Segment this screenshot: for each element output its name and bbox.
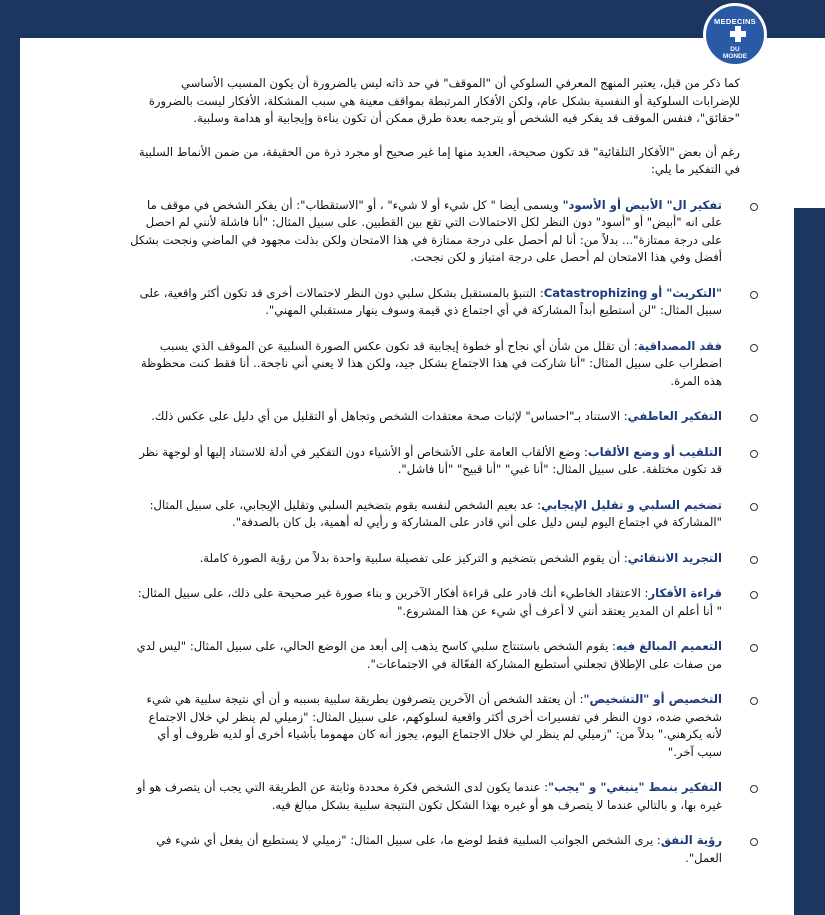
list-item — [130, 550, 740, 568]
list-item — [130, 585, 740, 620]
item-term: التلقيب أو وضع الألقاب — [587, 444, 722, 459]
item-text: : عندما يكون لدى الشخص فكرة محددة وثابتة عن الطريقة التي يجب أن يتصرف هو أو غيره بها، و بالتالي عندما لا يتصرف هو أو غيره بهذا الشكل تكون النتيجة سلبية بشكل مبالغ فيه. — [136, 780, 722, 812]
logo-text-line2: DU — [730, 46, 740, 53]
item-term: "التكريث" أو — [651, 285, 722, 300]
bullet-icon — [750, 591, 758, 599]
list-item — [130, 638, 740, 673]
right-side-band — [794, 208, 825, 915]
item-term: تضخيم السلبي و تقليل الإيجابي — [541, 497, 722, 512]
item-text: : أن تقلل من شأن أي نجاح أو خطوة إيجابية قد تكون عكس الصورة السلبية عن الموقف الذي يسبب اضطراب على سبيل المثال: "أنا شاركت في هذا الاجتماع بشكل جيد، ولكن هذا لا يعني أني ناجحة.. أنا فقط كنت محظوظة هذه المرة. — [140, 338, 722, 388]
item-text: : أن يقوم الشخص بتضخيم و التركيز على تفصيلة سلبية واحدة بدلاً من رؤية الصورة كاملة. — [199, 550, 628, 565]
list-item — [130, 197, 740, 267]
item-text: : الاعتقاد الخاطيء أنك قادر على قراءة أفكار الآخرين و بناء صورة غير صحيحة على ذلك، على سبيل المثال: " أنا أعلم ان المدير يعتقد أنني لا أعرف أي شيء عن هذا المشروع." — [137, 586, 722, 618]
item-term: التخصيص أو "التشخيص" — [583, 692, 722, 706]
list-item — [130, 408, 740, 426]
medecins-du-monde-logo — [703, 3, 767, 67]
top-band — [0, 0, 825, 38]
item-text: : أن يعتقد الشخص أن الآخرين يتصرفون بطريقة سلبية بسببه و أن أي نتيجة سلبية هي شيء شخصي ضده، دون النظر في تفسيرات أخرى أكثر واقعية لسلوكهم، على سبيل المثال: "زميلي لم ينظر لي خلال الاجتماع لأنه يكرهني." بدلاً من: "زميلي لم ينظر لي خلال الاجتماع اليوم، يجوز أنه كان مهموما بأشياء أخرى أو لديه ظروف أو أي سبب آخر." — [146, 692, 722, 759]
left-side-band — [0, 208, 20, 915]
list-item — [130, 338, 740, 391]
item-term: التجريد الانتقائي — [627, 550, 722, 565]
item-text: : يقوم الشخص باستنتاج سلبي كاسح يذهب إلى أبعد من الوضع الحالي، على سبيل المثال: "ليس لدي من صفات على الإطلاق تجعلني أستطيع المشاركة الفعّالة في الاجتماعات". — [136, 639, 722, 671]
item-text: : التنبؤ بالمستقبل بشكل سلبي دون النظر لاحتمالات أخرى قد تكون أكثر واقعية، على سبيل المثال: "لن أستطيع أبداً المشاركة في أي اجتماع ذي قيمة وسوف ينهار مستقبلي المهني". — [139, 285, 722, 317]
item-text: : يرى الشخص الجوانب السلبية فقط لوضع ما، على سبيل المثال: "زميلي لا يستطيع أن يفعل أي شيء في العمل". — [156, 833, 722, 865]
item-text: : وضع الألقاب العامة على الأشخاص أو الأشياء دون التفكير في أدلة للاستناد إليها أو لوجهة نظر قد تكون مختلفة. على سبيل المثال: "أنا غبي" "أنا قبيح" "أنا فاشل". — [139, 444, 722, 476]
cognitive-distortions-list — [130, 197, 740, 868]
item-term: تفكير ال" الأبيض أو الأسود" — [562, 197, 722, 212]
item-term: رؤية النفق — [660, 833, 722, 847]
bullet-icon — [750, 697, 758, 705]
list-item — [130, 691, 740, 761]
document-body — [130, 75, 740, 885]
bullet-icon — [750, 644, 758, 652]
intro-paragraph-1: كما ذكر من قبل، يعتبر المنهج المعرفي السلوكي أن "الموقف" في حد ذاته ليس بالضرورة أن يكون المسبب الأساسي للإضرابات السلوكية أو النفسية بشكل عام، ولكن الأفكار المرتبطة بمواقف معينة هي سبب المشكلة، الأفكار ليست بالضرورة "حقائق"، فنفس الموقف قد يفكر فيه الشخص أو يترجمه بعدة طرق ممكن أن تكون بناءة وإيجابية أو هدامة وسلبية. — [148, 76, 740, 125]
bullet-icon — [750, 450, 758, 458]
item-term: التعميم المبالغ فيه — [615, 639, 722, 653]
item-term: التفكير بنمط "ينبغي" و "يجب" — [548, 780, 722, 794]
bullet-icon — [750, 838, 758, 846]
bullet-icon — [750, 344, 758, 352]
item-text: : الاستناد بـ"احساس" لإثبات صحة معتقدات الشخص وتجاهل أو التقليل من أي دليل على عكس ذلك. — [151, 409, 628, 423]
item-term-latin: Catastrophizing — [543, 285, 648, 300]
logo-text-line3: MONDE — [722, 53, 748, 60]
item-text: ويسمى أيضا " كل شيء أو لا شيء" ، أو "الاستقطاب": أن يفكر الشخص في موقف ما على انه "أبيض" أو "أسود" دون النظر لكل الاحتمالات التي تقع بين القطبين. على سبيل المثال: "أنا فاشلة لأنني لم احصل على درجة ممتازة"... بدلاً من: أنا لم أحصل على درجة ممتازة في هذا الامتحان ولكن بذلت مجهود في الماضي ونجحت بشكل أفضل وفي هذا الامتحان لم أحصل على درجة امتياز و لكن نجحت. — [130, 197, 722, 264]
list-item — [130, 832, 740, 867]
intro-paragraph-2: رغم أن بعض "الأفكار التلقائية" قد تكون صحيحة، العديد منها إما غير صحيح أو مجرد ذرة من الحقيقة، من ضمن الأنماط السلبية في التفكير ما يلي: — [138, 144, 740, 176]
logo-text-line1: MEDECINS — [714, 17, 756, 26]
bullet-icon — [750, 785, 758, 793]
list-item — [130, 444, 740, 479]
bullet-icon — [750, 203, 758, 211]
bullet-icon — [750, 556, 758, 564]
list-item — [130, 779, 740, 814]
bullet-icon — [750, 414, 758, 422]
bullet-icon — [750, 503, 758, 511]
cross-icon — [730, 26, 746, 42]
list-item — [130, 497, 740, 532]
list-item — [130, 285, 740, 320]
item-term: التفكير العاطفي — [627, 409, 722, 423]
page-extension — [794, 38, 825, 208]
item-term: قراءة الأفكار — [648, 586, 722, 600]
bullet-icon — [750, 291, 758, 299]
item-text: : عد بعيم الشخص لنفسه يقوم بتضخيم السلبي وتقليل الإيجابي، على سبيل المثال: "المشاركة في اجتماع اليوم ليس دليل على أني قادر على المشاركة و رأيي له أهمية، بل كان بالصدفة". — [149, 497, 722, 529]
item-term: فقد المصداقية — [637, 338, 722, 353]
